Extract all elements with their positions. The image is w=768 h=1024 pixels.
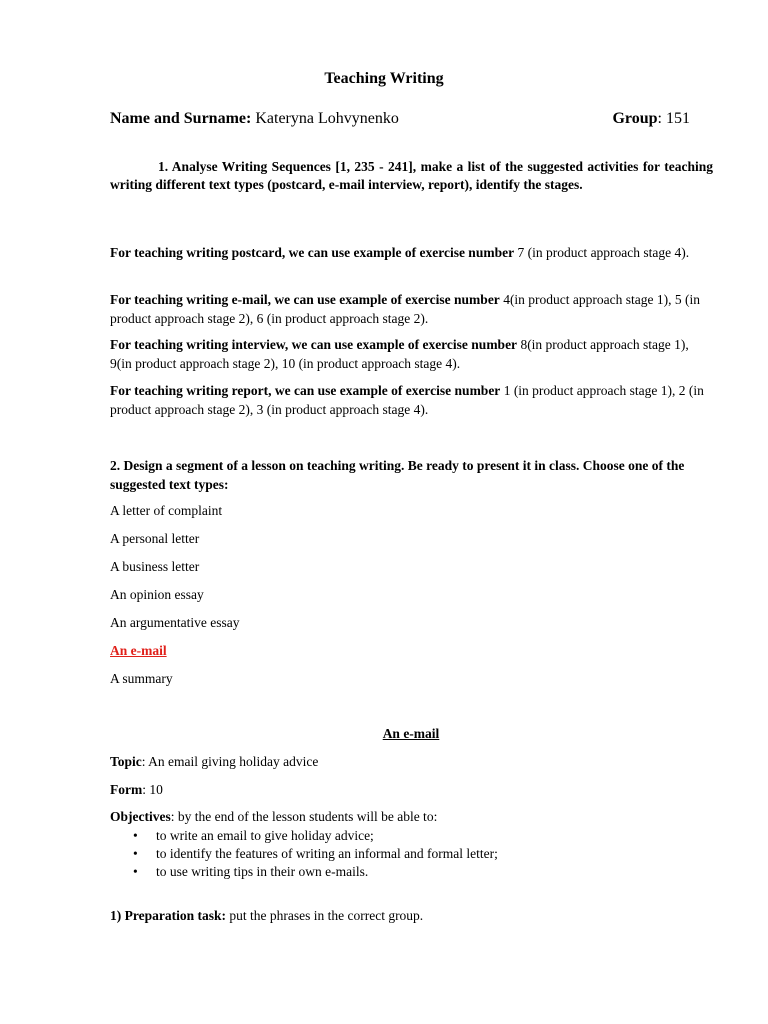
topic-label: Topic [110, 754, 142, 769]
option-opinion-essay: An opinion essay [110, 587, 204, 602]
option-argumentative-essay: An argumentative essay [110, 615, 240, 630]
option-personal-letter: A personal letter [110, 531, 200, 546]
group-field [612, 110, 690, 128]
objective-item: • to write an email to give holiday advice; [110, 827, 498, 845]
objective-item: • to identify the features of writing an informal and formal letter; [110, 845, 498, 863]
answer-lead: For teaching writing report, we can use example of exercise number [110, 383, 501, 398]
group-label: Group [612, 110, 658, 127]
objective-item: • to use writing tips in their own e-mails. [110, 863, 498, 881]
task-2-text: 2. Design a segment of a lesson on teaching writing. Be ready to present it in class. Choose one of the suggested text types: [110, 458, 685, 492]
option-business-letter: A business letter [110, 559, 200, 574]
answer-lead: For teaching writing postcard, we can use example of exercise number [110, 245, 515, 260]
name-value: Kateryna Lohvynenko [255, 110, 399, 127]
answer-detail: 1 (in product approach stage 1), 2 (in product approach stage 2), 3 (in product approach stage 4). [110, 383, 704, 417]
topic-line [110, 754, 318, 770]
answer-interview [110, 336, 713, 373]
answer-email [110, 291, 713, 328]
objectives-line [110, 809, 437, 825]
answer-lead: For teaching writing e-mail, we can use example of exercise number [110, 292, 500, 307]
option-email-selected: An e-mail [110, 643, 167, 658]
name-label: Name and Surname: [110, 110, 252, 127]
answer-detail: 7 (in product approach stage 4). [514, 245, 690, 260]
option-summary: A summary [110, 671, 173, 686]
document-title: Teaching Writing [324, 70, 444, 87]
answer-detail: 8(in product approach stage 1), 9(in product approach stage 2), 10 (in product approach stage 4). [110, 337, 689, 371]
preparation-task [110, 908, 423, 924]
form-value: : 10 [142, 782, 163, 797]
name-line [110, 110, 718, 128]
answer-report [110, 382, 713, 419]
form-label: Form [110, 782, 143, 797]
topic-value: : An email giving holiday advice [141, 754, 319, 769]
objectives-value: : by the end of the lesson students will be able to: [170, 809, 438, 824]
task-1-text: 1. Analyse Writing Sequences [1, 235 - 241], make a list of the suggested activities for teaching writing different text types (postcard, e-mail interview, report), identify the stages. [110, 159, 713, 192]
option-letter-of-complaint: A letter of complaint [110, 503, 223, 518]
answer-detail: 4(in product approach stage 1), 5 (in product approach stage 2), 6 (in product approach stage 2). [110, 292, 700, 326]
answer-postcard [110, 244, 713, 263]
preparation-label: 1) Preparation task: [110, 908, 226, 923]
form-line [110, 782, 163, 798]
lesson-heading: An e-mail [382, 726, 440, 741]
group-value: : 151 [657, 110, 690, 127]
answer-lead: For teaching writing interview, we can use example of exercise number [110, 337, 518, 352]
objectives-list [110, 827, 498, 881]
objectives-label: Objectives [110, 809, 171, 824]
preparation-value: put the phrases in the correct group. [226, 908, 424, 923]
